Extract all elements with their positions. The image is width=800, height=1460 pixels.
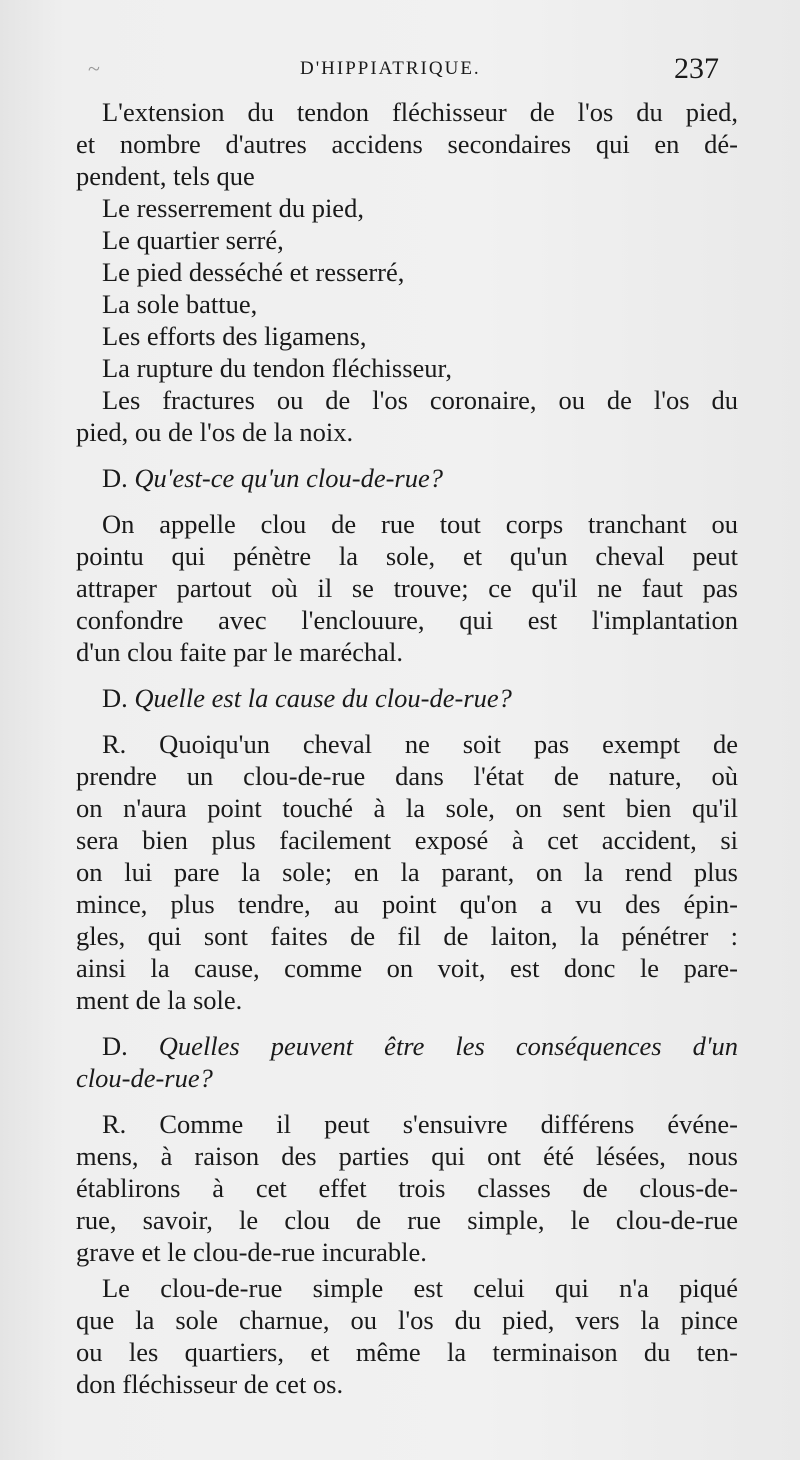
answer-line: on n'aura point touché à la sole, on sent bien qu'il bbox=[76, 793, 738, 823]
list-item: Le quartier serré, bbox=[102, 225, 284, 255]
margin-mark: ~ bbox=[88, 56, 100, 81]
paragraph-line: Le clou-de-rue simple est celui qui n'a piqué bbox=[102, 1273, 738, 1303]
question bbox=[76, 1030, 738, 1062]
answer-line: sera bien plus facilement exposé à cet accident, si bbox=[76, 825, 738, 855]
answer-line: rue, savoir, le clou de rue simple, le clou-de-rue bbox=[76, 1205, 738, 1235]
answer-line: pointu qui pénètre la sole, et qu'un cheval peut bbox=[76, 541, 738, 571]
list-item: La rupture du tendon fléchisseur, bbox=[102, 353, 452, 383]
paragraph-line: ou les quartiers, et même la terminaison du ten- bbox=[76, 1337, 738, 1367]
list-item: Les efforts des ligamens, bbox=[102, 321, 367, 351]
question-text: Qu'est-ce qu'un clou-de-rue? bbox=[134, 463, 444, 493]
question-text: Quelles peuvent être les conséquences d'un bbox=[158, 1031, 739, 1061]
question-label: D. bbox=[102, 683, 128, 713]
question bbox=[76, 462, 738, 494]
answer-line: d'un clou faite par le maréchal. bbox=[76, 637, 404, 667]
answer-line: attraper partout où il se trouve; ce qu'il ne faut pas bbox=[76, 573, 738, 603]
question-label: D. bbox=[102, 1031, 128, 1061]
question bbox=[76, 682, 738, 714]
answer-line: grave et le clou-de-rue incurable. bbox=[76, 1237, 427, 1267]
page-number: 237 bbox=[674, 52, 719, 85]
text-line: et nombre d'autres accidens secondaires qui en dé- bbox=[76, 129, 738, 159]
running-head: D'HIPPIATRIQUE. bbox=[300, 58, 481, 79]
paragraph-line: que la sole charnue, ou l'os du pied, vers la pince bbox=[76, 1305, 738, 1335]
answer-line: R. Comme il peut s'ensuivre différens événe- bbox=[102, 1109, 738, 1139]
list-item: Les fractures ou de l'os coronaire, ou de l'os du bbox=[102, 385, 738, 415]
question-label: D. bbox=[102, 463, 128, 493]
answer-line: prendre un clou-de-rue dans l'état de nature, où bbox=[76, 761, 738, 791]
answer-line: ainsi la cause, comme on voit, est donc le pare- bbox=[76, 953, 738, 983]
text-line: pendent, tels que bbox=[76, 161, 255, 191]
question-text: Quelle est la cause du clou-de-rue? bbox=[134, 683, 512, 713]
list-item: Le pied desséché et resserré, bbox=[102, 257, 405, 287]
question-text: clou-de-rue? bbox=[76, 1063, 213, 1093]
answer-line: R. Quoiqu'un cheval ne soit pas exempt de bbox=[102, 729, 738, 759]
answer-line: On appelle clou de rue tout corps tranchant ou bbox=[102, 509, 738, 539]
text-line: L'extension du tendon fléchisseur de l'os du pied, bbox=[102, 97, 738, 127]
page-body bbox=[76, 96, 738, 1400]
answer-line: mince, plus tendre, au point qu'on a vu des épin- bbox=[76, 889, 738, 919]
text-line: pied, ou de l'os de la noix. bbox=[76, 417, 354, 447]
answer-line: gles, qui sont faites de fil de laiton, la pénétrer : bbox=[76, 921, 738, 951]
list-item: Le resserrement du pied, bbox=[102, 193, 364, 223]
answer-line: établirons à cet effet trois classes de clous-de- bbox=[76, 1173, 738, 1203]
answer-line: confondre avec l'enclouure, qui est l'implantation bbox=[76, 605, 738, 635]
answer-line: ment de la sole. bbox=[76, 985, 243, 1015]
answer-line: on lui pare la sole; en la parant, on la rend plus bbox=[76, 857, 738, 887]
answer-line: mens, à raison des parties qui ont été lésées, nous bbox=[76, 1141, 738, 1171]
list-item: La sole battue, bbox=[102, 289, 258, 319]
paragraph-line: don fléchisseur de cet os. bbox=[76, 1369, 344, 1399]
